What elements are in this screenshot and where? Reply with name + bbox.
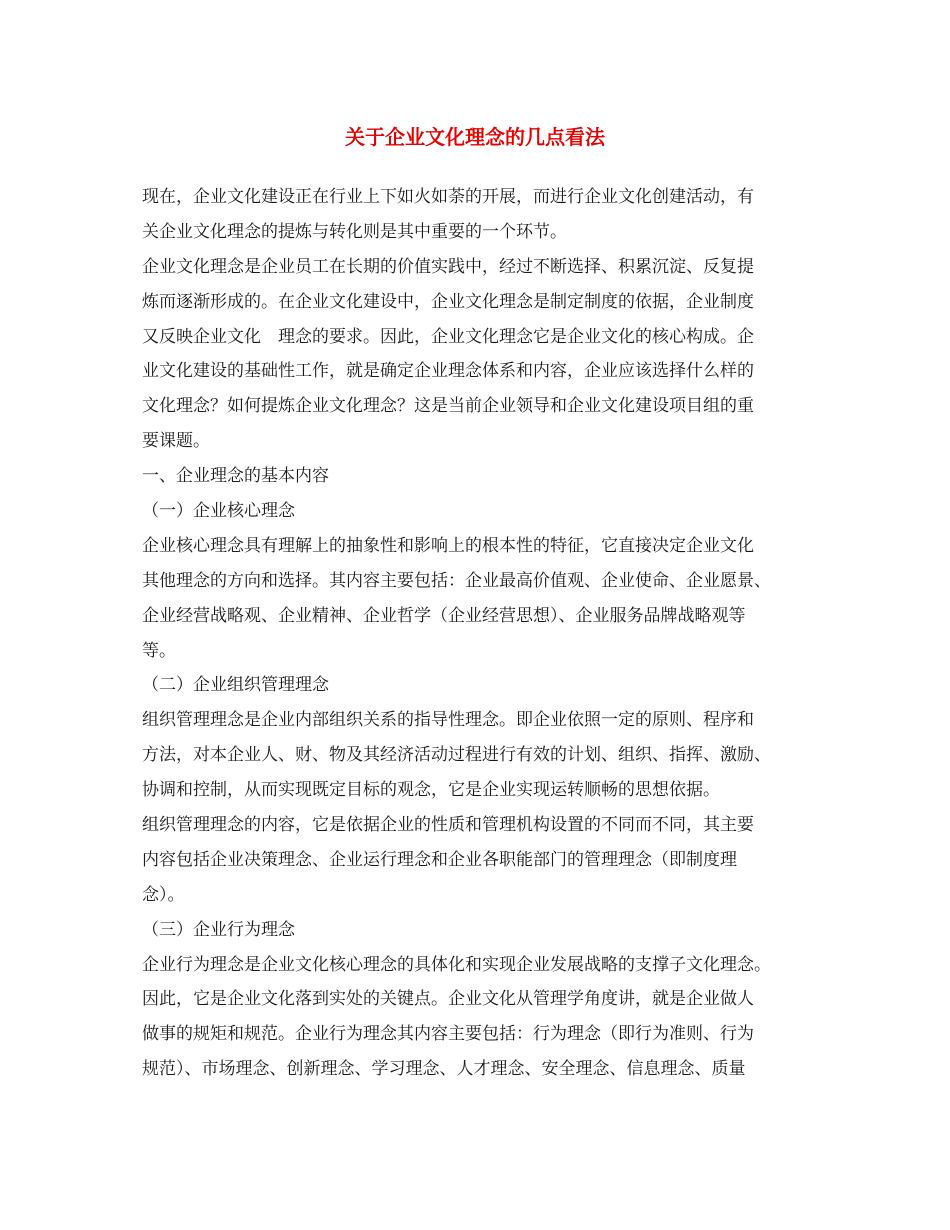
text-line: 协调和控制，从而实现既定目标的观念，它是企业实现运转顺畅的思想依据。 <box>142 780 720 801</box>
text-line: 炼而逐渐形成的。在企业文化建设中，企业文化理念是制定制度的依据，企业制度 <box>142 291 754 312</box>
text-line: 念）。 <box>142 884 185 905</box>
text-line: 组织管理理念的内容，它是依据企业的性质和管理机构设置的不同而不同，其主要 <box>142 815 754 836</box>
text-line: 企业核心理念具有理解上的抽象性和影响上的根本性的特征，它直接决定企业文化 <box>142 535 754 556</box>
text-line: 一、企业理念的基本内容 <box>142 466 329 487</box>
text-line: 其他理念的方向和选择。其内容主要包括：企业最高价值观、企业使命、企业愿景、 <box>142 570 771 591</box>
text-line: 规范）、市场理念、创新理念、学习理念、人才理念、安全理念、信息理念、质量 <box>142 1059 746 1080</box>
text-line: （二）企业组织管理理念 <box>142 675 329 696</box>
text-line: 又反映企业文化 理念的要求。因此，企业文化理念它是企业文化的核心构成。企 <box>142 326 754 347</box>
text-line: 企业文化理念是企业员工在长期的价值实践中，经过不断选择、积累沉淀、反复提 <box>142 256 754 277</box>
document-title: 关于企业文化理念的几点看法 <box>345 125 605 149</box>
text-line: 内容包括企业决策理念、企业运行理念和企业各职能部门的管理理念（即制度理 <box>142 849 737 870</box>
text-line: 现在，企业文化建设正在行业上下如火如荼的开展，而进行企业文化创建活动，有 <box>142 187 754 207</box>
text-line: 组织管理理念是企业内部组织关系的指导性理念。即企业依照一定的原则、程序和 <box>142 710 754 731</box>
text-line: 要课题。 <box>142 431 210 452</box>
text-line: 业文化建设的基础性工作，就是确定企业理念体系和内容，企业应该选择什么样的 <box>142 361 754 382</box>
text-line: 做事的规矩和规范。企业行为理念其内容主要包括：行为理念（即行为准则、行为 <box>142 1024 754 1045</box>
text-line: （三）企业行为理念 <box>142 919 295 940</box>
text-line: 方法，对本企业人、财、物及其经济活动过程进行有效的计划、组织、指挥、激励、 <box>142 745 771 766</box>
text-line: 因此，它是企业文化落到实处的关键点。企业文化从管理学角度讲，就是企业做人 <box>142 989 754 1010</box>
text-line: 企业经营战略观、企业精神、企业哲学（企业经营思想）、企业服务品牌战略观等 <box>142 605 746 626</box>
text-line: 等。 <box>142 640 176 661</box>
text-line: 企业行为理念是企业文化核心理念的具体化和实现企业发展战略的支撑子文化理念。 <box>142 954 771 975</box>
text-line: （一）企业核心理念 <box>142 501 295 522</box>
text-line: 关企业文化理念的提炼与转化则是其中重要的一个环节。 <box>142 221 567 242</box>
text-line: 文化理念？如何提炼企业文化理念？这是当前企业领导和企业文化建设项目组的重 <box>142 396 754 417</box>
document-body <box>142 180 826 1087</box>
